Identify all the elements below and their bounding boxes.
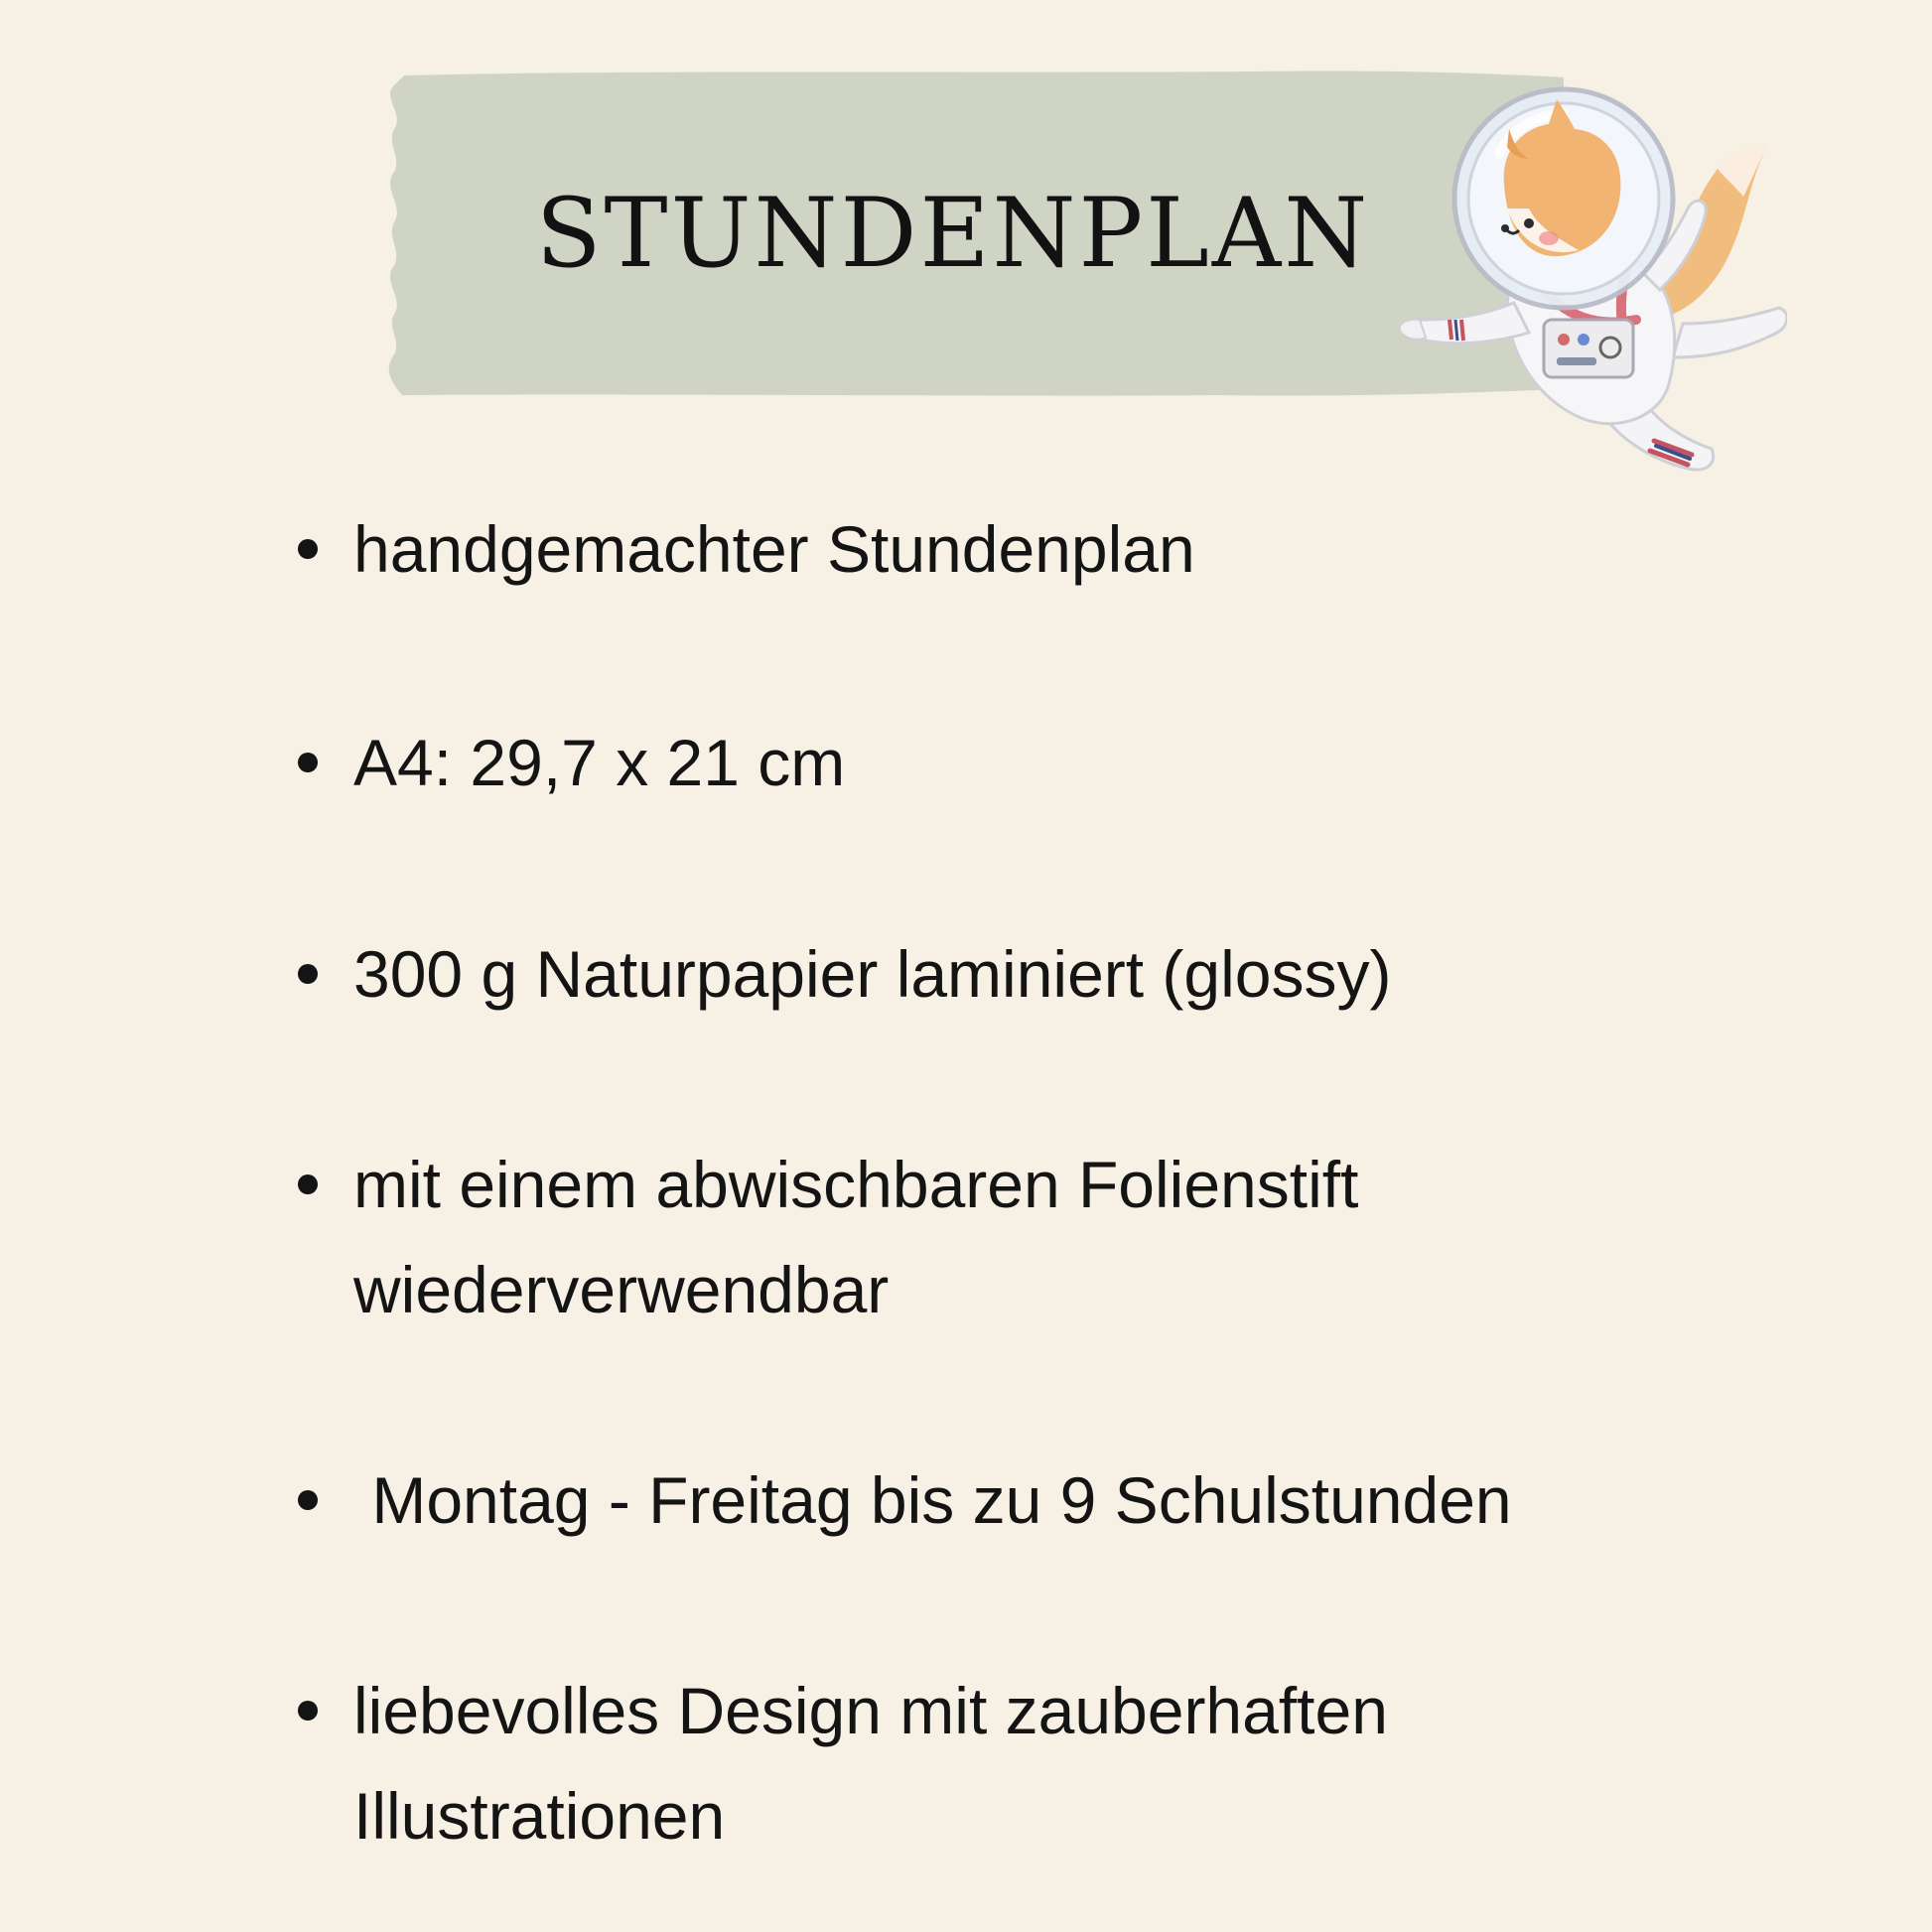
fox-astronaut-illustration xyxy=(1390,60,1787,496)
bullet-icon xyxy=(298,1490,318,1510)
feature-text: liebevolles Design mit zauberhaften xyxy=(353,1674,1388,1747)
feature-text: Montag - Freitag bis zu 9 Schulstunden xyxy=(353,1463,1512,1537)
bullet-icon xyxy=(298,1701,318,1721)
bullet-icon xyxy=(298,964,318,984)
page-title: STUNDENPLAN xyxy=(535,178,1371,289)
feature-text: mit einem abwischbaren Folienstift xyxy=(353,1148,1359,1221)
feature-text: handgemachter Stundenplan xyxy=(353,512,1195,586)
feature-text-continued: Illustrationen xyxy=(353,1779,726,1853)
feature-text: 300 g Naturpapier laminiert (glossy) xyxy=(353,937,1392,1011)
title-banner xyxy=(382,69,1564,397)
feature-text: A4: 29,7 x 21 cm xyxy=(353,726,846,799)
bullet-icon xyxy=(298,539,318,559)
feature-text-continued: wiederverwendbar xyxy=(353,1253,890,1326)
bullet-icon xyxy=(298,1174,318,1194)
bullet-icon xyxy=(298,753,318,772)
